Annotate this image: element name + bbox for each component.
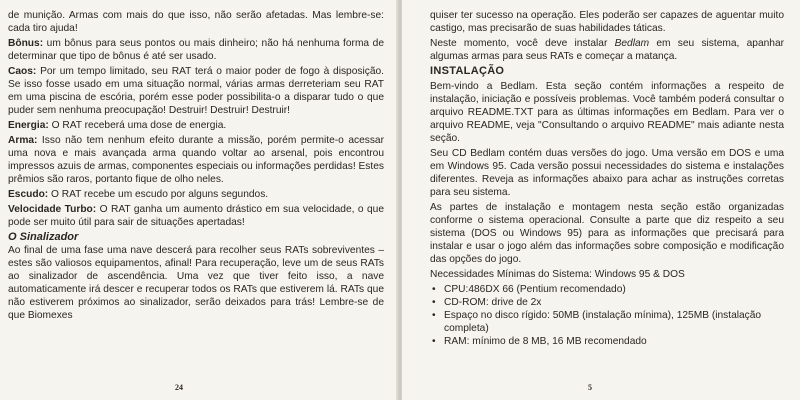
game-title-italic: Bedlam (614, 38, 650, 49)
term-velocidade: Velocidade Turbo: (8, 204, 97, 215)
term-bonus: Bônus: (8, 38, 44, 49)
list-item (430, 309, 784, 335)
requirement-ram: RAM: mínimo de 8 MB, 16 MB recomendado (444, 336, 647, 347)
paragraph-welcome: Bem-vindo a Bedlam. Esta seção contém informações a respeito de instalação, iniciação e possíveis problemas. Você também poderá consultar o arquivo README.TXT para as últimas informações em Bedlam. Para ver o arquivo README, veja "Consultando o arquivo README" mais adiante nesta seção. (430, 81, 784, 144)
text-escudo: O RAT recebe um escudo por alguns segundos. (48, 189, 269, 200)
paragraph-requirements-title: Necessidades Mínimas do Sistema: Windows 95 & DOS (430, 269, 685, 280)
text-bonus: um bônus para seus pontos ou mais dinheiro; não há nenhuma forma de determinar que tipo de bônus é até ser usado. (8, 38, 384, 62)
term-escudo: Escudo: (8, 189, 49, 200)
term-arma: Arma: (8, 135, 38, 146)
bullet-icon: • (432, 297, 436, 308)
text-energia: O RAT receberá uma dose de energia. (48, 120, 227, 131)
text-install-after: em seu sistema, apanhar algumas armas para seus RATs e começar a matança. (430, 38, 785, 62)
text-arma: Isso não tem nenhum efeito durante a missão, porém permite-o acessar uma nova e mais avançada arma quando voltar ao arsenal, pois encontrou impressos azuis de armas, componentes especiais ou informações perdidas! Estes prêmios são raros, portanto fique de olho neles. (8, 135, 384, 185)
text-velocidade: O RAT ganha um aumento drástico em sua velocidade, o que pode ser muito útil para sair de situações apertadas! (8, 204, 384, 228)
page-number-right: 5 (588, 383, 592, 392)
requirement-cdrom: CD-ROM: drive de 2x (444, 297, 542, 308)
paragraph-arma (8, 134, 384, 186)
paragraph-caos (8, 65, 384, 117)
paragraph-escudo (8, 188, 384, 201)
paragraph-sections: As partes de instalação e montagem nesta seção estão organizadas conforme o sistema operacional. Consulte a parte que diz respeito a seu sistema (DOS ou Windows 95) para as informações que precisará para instalar e usar o jogo além das informações sobre composição e modificação das opções do jogo. (430, 202, 784, 265)
list-item (430, 296, 784, 309)
bullet-icon: • (432, 310, 436, 321)
term-caos: Caos: (8, 66, 37, 77)
requirements-list (430, 283, 784, 348)
paragraph-tactics: quiser ter sucesso na operação. Eles poderão ser capazes de aguentar muito castigo, mas precisarão de suas habilidades táticas. (430, 10, 784, 34)
requirement-disk: Espaço no disco rígido: 50MB (instalação mínima), 125MB (instalação completa) (444, 310, 762, 334)
list-item (430, 283, 784, 296)
bullet-icon: • (432, 336, 436, 347)
text-install-before: Neste momento, você deve instalar (430, 38, 615, 49)
paragraph-ammo: de munição. Armas com mais do que isso, não serão afetadas. Mas lembre-se: cada tiro ajuda! (8, 10, 384, 34)
term-energia: Energia: (8, 120, 49, 131)
paragraph-bonus (8, 37, 384, 63)
requirement-cpu: CPU:486DX 66 (Pentium recomendado) (444, 284, 626, 295)
bullet-icon: • (432, 284, 436, 295)
list-item (430, 335, 784, 348)
text-caos: Por um tempo limitado, seu RAT terá o maior poder de fogo à disposição. Se isso fosse usado em uma situação normal, várias armas derreteriam seu RAT em uma piscina de escória, porém esse poder possibilita-o a disparar tudo o que puder sem nenhuma preocupação! Destruir! Destruir! Destruir! (8, 66, 384, 116)
section-heading-sinalizador: O Sinalizador (8, 231, 79, 243)
paragraph-energia (8, 119, 384, 132)
right-page (402, 0, 800, 400)
page-number-left: 24 (175, 383, 183, 392)
left-page (0, 0, 398, 400)
section-heading-instalacao: INSTALAÇÃO (430, 65, 505, 77)
paragraph-velocidade (8, 203, 384, 229)
paragraph-sinalizador: Ao final de uma fase uma nave descerá para recolher seus RATs sobreviventes – estes são valiosos equipamentos, afinal! Para recuperação, leve um de seus RATs ao sinalizador de ascendência. Uma vez que tiver feito isso, a nave automaticamente irá descer e recuperar todos os RATs que estiverem lá. RATs que não estiverem próximos ao sinalizador, serão deixados para trás! Lembre-se de que Biomexes (8, 245, 384, 321)
paragraph-install-now (430, 37, 784, 63)
paragraph-versions: Seu CD Bedlam contém duas versões do jogo. Uma versão em DOS e uma em Windows 95. Cada versão possui necessidades do sistema e instalações diferentes. Reveja as informações abaixo para achar as instruções corretas para seu sistema. (430, 148, 784, 198)
